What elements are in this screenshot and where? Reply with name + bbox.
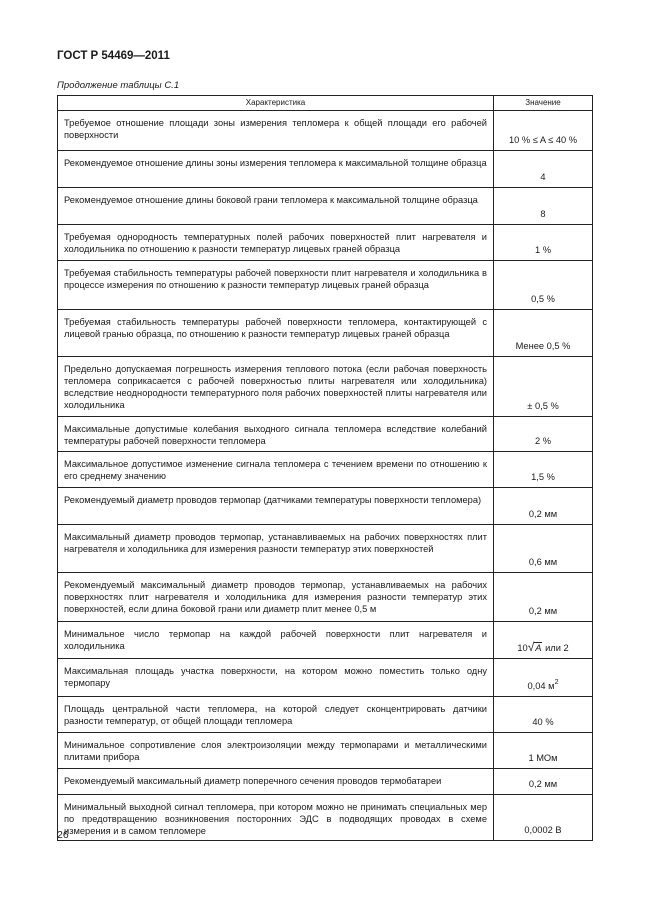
table-row: [58, 310, 593, 357]
sqrt-suffix: или 2: [545, 643, 569, 653]
area-exponent: 2: [554, 679, 559, 686]
row-value: Менее 0,5 %: [494, 310, 593, 357]
row-value: 0,0002 В: [494, 795, 593, 841]
table-row: [58, 795, 593, 841]
row-value: ± 0,5 %: [494, 357, 593, 417]
table-row: [58, 111, 593, 151]
table-row: [58, 573, 593, 622]
sqrt-formula: [517, 640, 569, 654]
table-row: [58, 357, 593, 417]
sqrt-symbol: √: [527, 640, 535, 654]
table-header-row: [58, 96, 593, 111]
characteristics-table: [57, 95, 593, 841]
row-characteristic: Требуемое отношение площади зоны измерения тепломера к общей площади его рабочей поверхности: [58, 111, 494, 151]
row-value: [494, 659, 593, 697]
row-characteristic: Площадь центральной части тепломера, на которой следует сконцентрировать датчики разности температур, от общей площади тепломера: [58, 697, 494, 733]
row-characteristic: Рекомендуемый диаметр проводов термопар (датчиками температуры поверхности тепломера): [58, 488, 494, 525]
sqrt-argument: A: [535, 643, 542, 653]
table-row: [58, 769, 593, 795]
page-number: 26: [57, 829, 69, 841]
row-characteristic: Максимальная площадь участка поверхности, на котором можно поместить только одну термопару: [58, 659, 494, 697]
table-row: [58, 659, 593, 697]
table-row: [58, 261, 593, 310]
table-row: [58, 417, 593, 452]
row-characteristic: Рекомендуемый максимальный диаметр проводов термопар, устанавливаемых на рабочих поверхностях плит нагревателя и холодильника для измерения разности температур этих поверхностей, если длина боковой грани или диаметр плит менее 0,5 м: [58, 573, 494, 622]
row-characteristic: Минимальное число термопар на каждой рабочей поверхности плит нагревателя и холодильника: [58, 622, 494, 659]
table-row: [58, 733, 593, 769]
row-value: 8: [494, 188, 593, 225]
table-row: [58, 452, 593, 488]
area-value: 0,04 м: [527, 681, 555, 691]
table-row: [58, 151, 593, 188]
row-characteristic: Предельно допускаемая погрешность измерения теплового потока (если рабочая поверхность тепломера соприкасается с рабочей поверхностью плиты нагревателя или холодильника) вследствие неоднородности температурного поля рабочих поверхностей плиты нагревателя или холодильника: [58, 357, 494, 417]
table-row: [58, 697, 593, 733]
row-value: 0,6 мм: [494, 525, 593, 573]
sqrt-coefficient: 10: [517, 643, 528, 653]
row-characteristic: Максимальные допустимые колебания выходного сигнала тепломера вследствие колебаний температуры рабочей поверхности тепломера: [58, 417, 494, 452]
row-value: 0,2 мм: [494, 488, 593, 525]
row-value: 0,5 %: [494, 261, 593, 310]
column-header-characteristic: Характеристика: [58, 96, 494, 111]
row-characteristic: Рекомендуемое отношение длины зоны измерения тепломера к максимальной толщине образца: [58, 151, 494, 188]
row-value: 1,5 %: [494, 452, 593, 488]
row-characteristic: Максимальный диаметр проводов термопар, устанавливаемых на рабочих поверхностях плит нагревателя и холодильника для измерения разности температур этих поверхностей: [58, 525, 494, 573]
table-row: [58, 488, 593, 525]
row-characteristic: Требуемая стабильность температуры рабочей поверхности тепломера, контактирующей с лицевой гранью образца, по отношению к разности температур лицевых граней образца: [58, 310, 494, 357]
row-value: 4: [494, 151, 593, 188]
row-characteristic: Требуемая стабильность температуры рабочей поверхности плит нагревателя и холодильника в процессе измерения по отношению к разности температур лицевых граней образца: [58, 261, 494, 310]
row-value: 0,2 мм: [494, 573, 593, 622]
row-characteristic: Минимальный выходной сигнал тепломера, при котором можно не принимать специальных мер по предотвращению возникновения посторонних ЭДС в подводящих проводах в схеме измерения и в самом тепломере: [58, 795, 494, 841]
column-header-value: Значение: [494, 96, 593, 111]
row-value: 2 %: [494, 417, 593, 452]
row-value: 10 % ≤ A ≤ 40 %: [494, 111, 593, 151]
row-characteristic: Рекомендуемое отношение длины боковой грани тепломера к максимальной толщине образца: [58, 188, 494, 225]
row-characteristic: Требуемая однородность температурных полей рабочих поверхностей плит нагревателя и холодильника по отношению к разности температур лицевых граней образца: [58, 225, 494, 261]
table-row: [58, 525, 593, 573]
row-value: 40 %: [494, 697, 593, 733]
table-row: [58, 188, 593, 225]
table-row: [58, 225, 593, 261]
standard-header: ГОСТ Р 54469—2011: [57, 50, 170, 62]
row-characteristic: Максимальное допустимое изменение сигнала тепломера с течением времени по отношению к его среднему значению: [58, 452, 494, 488]
row-value: 1 МОм: [494, 733, 593, 769]
row-characteristic: Рекомендуемый максимальный диаметр поперечного сечения проводов термобатареи: [58, 769, 494, 795]
row-value: [494, 622, 593, 659]
table-row: [58, 622, 593, 659]
row-value: 0,2 мм: [494, 769, 593, 795]
row-characteristic: Минимальное сопротивление слоя электроизоляции между термопарами и металлическими плитами прибора: [58, 733, 494, 769]
row-value: 1 %: [494, 225, 593, 261]
table-caption: Продолжение таблицы С.1: [57, 80, 180, 91]
